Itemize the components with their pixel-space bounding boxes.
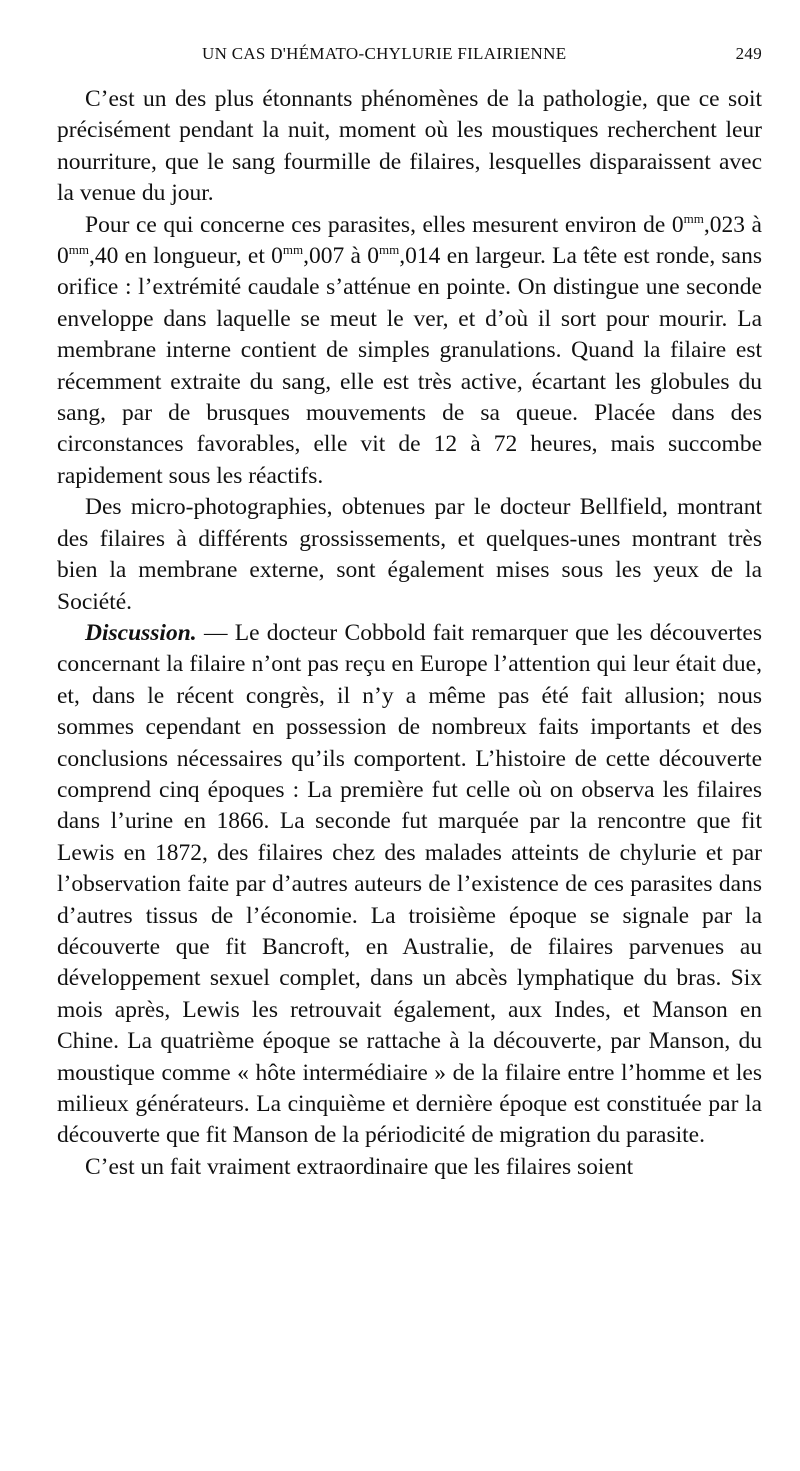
dimension-text-1: Pour ce qui concerne ces parasites, elles mesurent environ de 0 xyxy=(85,211,684,238)
discussion-label: Discussion. xyxy=(85,619,197,646)
unit-mm-2: mm xyxy=(68,242,89,258)
paragraph-micro-photographs: Des micro-photographies, obtenues par le docteur Bellfield, montrant des filaires à différents grossissements, et quelques-unes montrant très bien la membrane externe, sont également mises sous les yeux de la Société. xyxy=(57,494,762,615)
page-number: 249 xyxy=(735,44,762,63)
discussion-text: — Le docteur Cobbold fait remarquer que les découvertes concernant la filaire n’ont pas reçu en Europe l’attention qui leur était due, et, dans le récent congrès, il n’y a même pas été fait allusion; nous sommes cependant en possession de nombreux faits importants et des conclusions nécessaires qu’ils comportent. L’histoire de cette découverte comprend cinq époques : La première fut celle où on observa les filaires dans l’urine en 1866. La seconde fut marquée par la rencontre que fit Lewis en 1872, des filaires chez des malades atteints de chylurie et par l’observation faite par d’autres auteurs de l’existence de ces parasites dans d’autres tissus de l’économie. La troisième époque se signale par la découverte que fit Bancroft, en Australie, de filaires parvenues au développement sexuel complet, dans un abcès lymphatique du bras. Six mois après, Lewis les retrouvait également, aux Indes, et Manson en Chine. La quatrième époque se rattache à la découverte, par Manson, du moustique comme « hôte intermédiaire » de la filaire entre l’homme et les milieux générateurs. La cinquième et dernière époque est constituée par la découverte que fit Manson de la périodicité de migration du parasite. xyxy=(57,619,762,1149)
body-text xyxy=(57,84,762,1183)
paragraph-night-filaria: C’est un des plus étonnants phénomènes de la pathologie, que ce soit précisément pendant la nuit, moment où les moustiques recherchent leur nourriture, que le sang fourmille de filaires, lesquelles disparaissent avec la venue du jour. xyxy=(57,86,762,207)
dimension-text-4: ,007 à 0 xyxy=(303,243,380,270)
running-title: UN CAS D'HÉMATO-CHYLURIE FILAIRIENNE xyxy=(202,44,567,63)
unit-mm-3: mm xyxy=(282,242,304,258)
paragraph-discussion xyxy=(57,618,762,1152)
paragraph-parasite-dimensions xyxy=(57,210,762,493)
dimension-text-2: ,023 à 0 xyxy=(57,211,762,270)
unit-mm-1: mm xyxy=(683,210,704,226)
unit-mm-4: mm xyxy=(379,242,400,258)
paragraph-extraordinary-fact: C’est un fait vraiment extraordinaire que les filaires soient xyxy=(85,1153,634,1180)
running-head xyxy=(56,44,762,70)
dimension-text-3: ,40 en longueur, et 0 xyxy=(88,243,283,270)
dimension-text-5: ,014 en largeur. La tête est ronde, sans orifice : l’extrémité caudale s’atténue en pointe. On distingue une seconde enveloppe dans laquelle se meut le ver, et d’où il sort pour mourir. La membrane interne contient de simples granulations. Quand la filaire est récemment extraite du sang, elle est très active, écartant les globules du sang, par de brusques mouvements de sa queue. Placée dans des circonstances favorables, elle vit de 12 à 72 heures, mais succombe rapidement sous les réactifs. xyxy=(57,243,763,489)
